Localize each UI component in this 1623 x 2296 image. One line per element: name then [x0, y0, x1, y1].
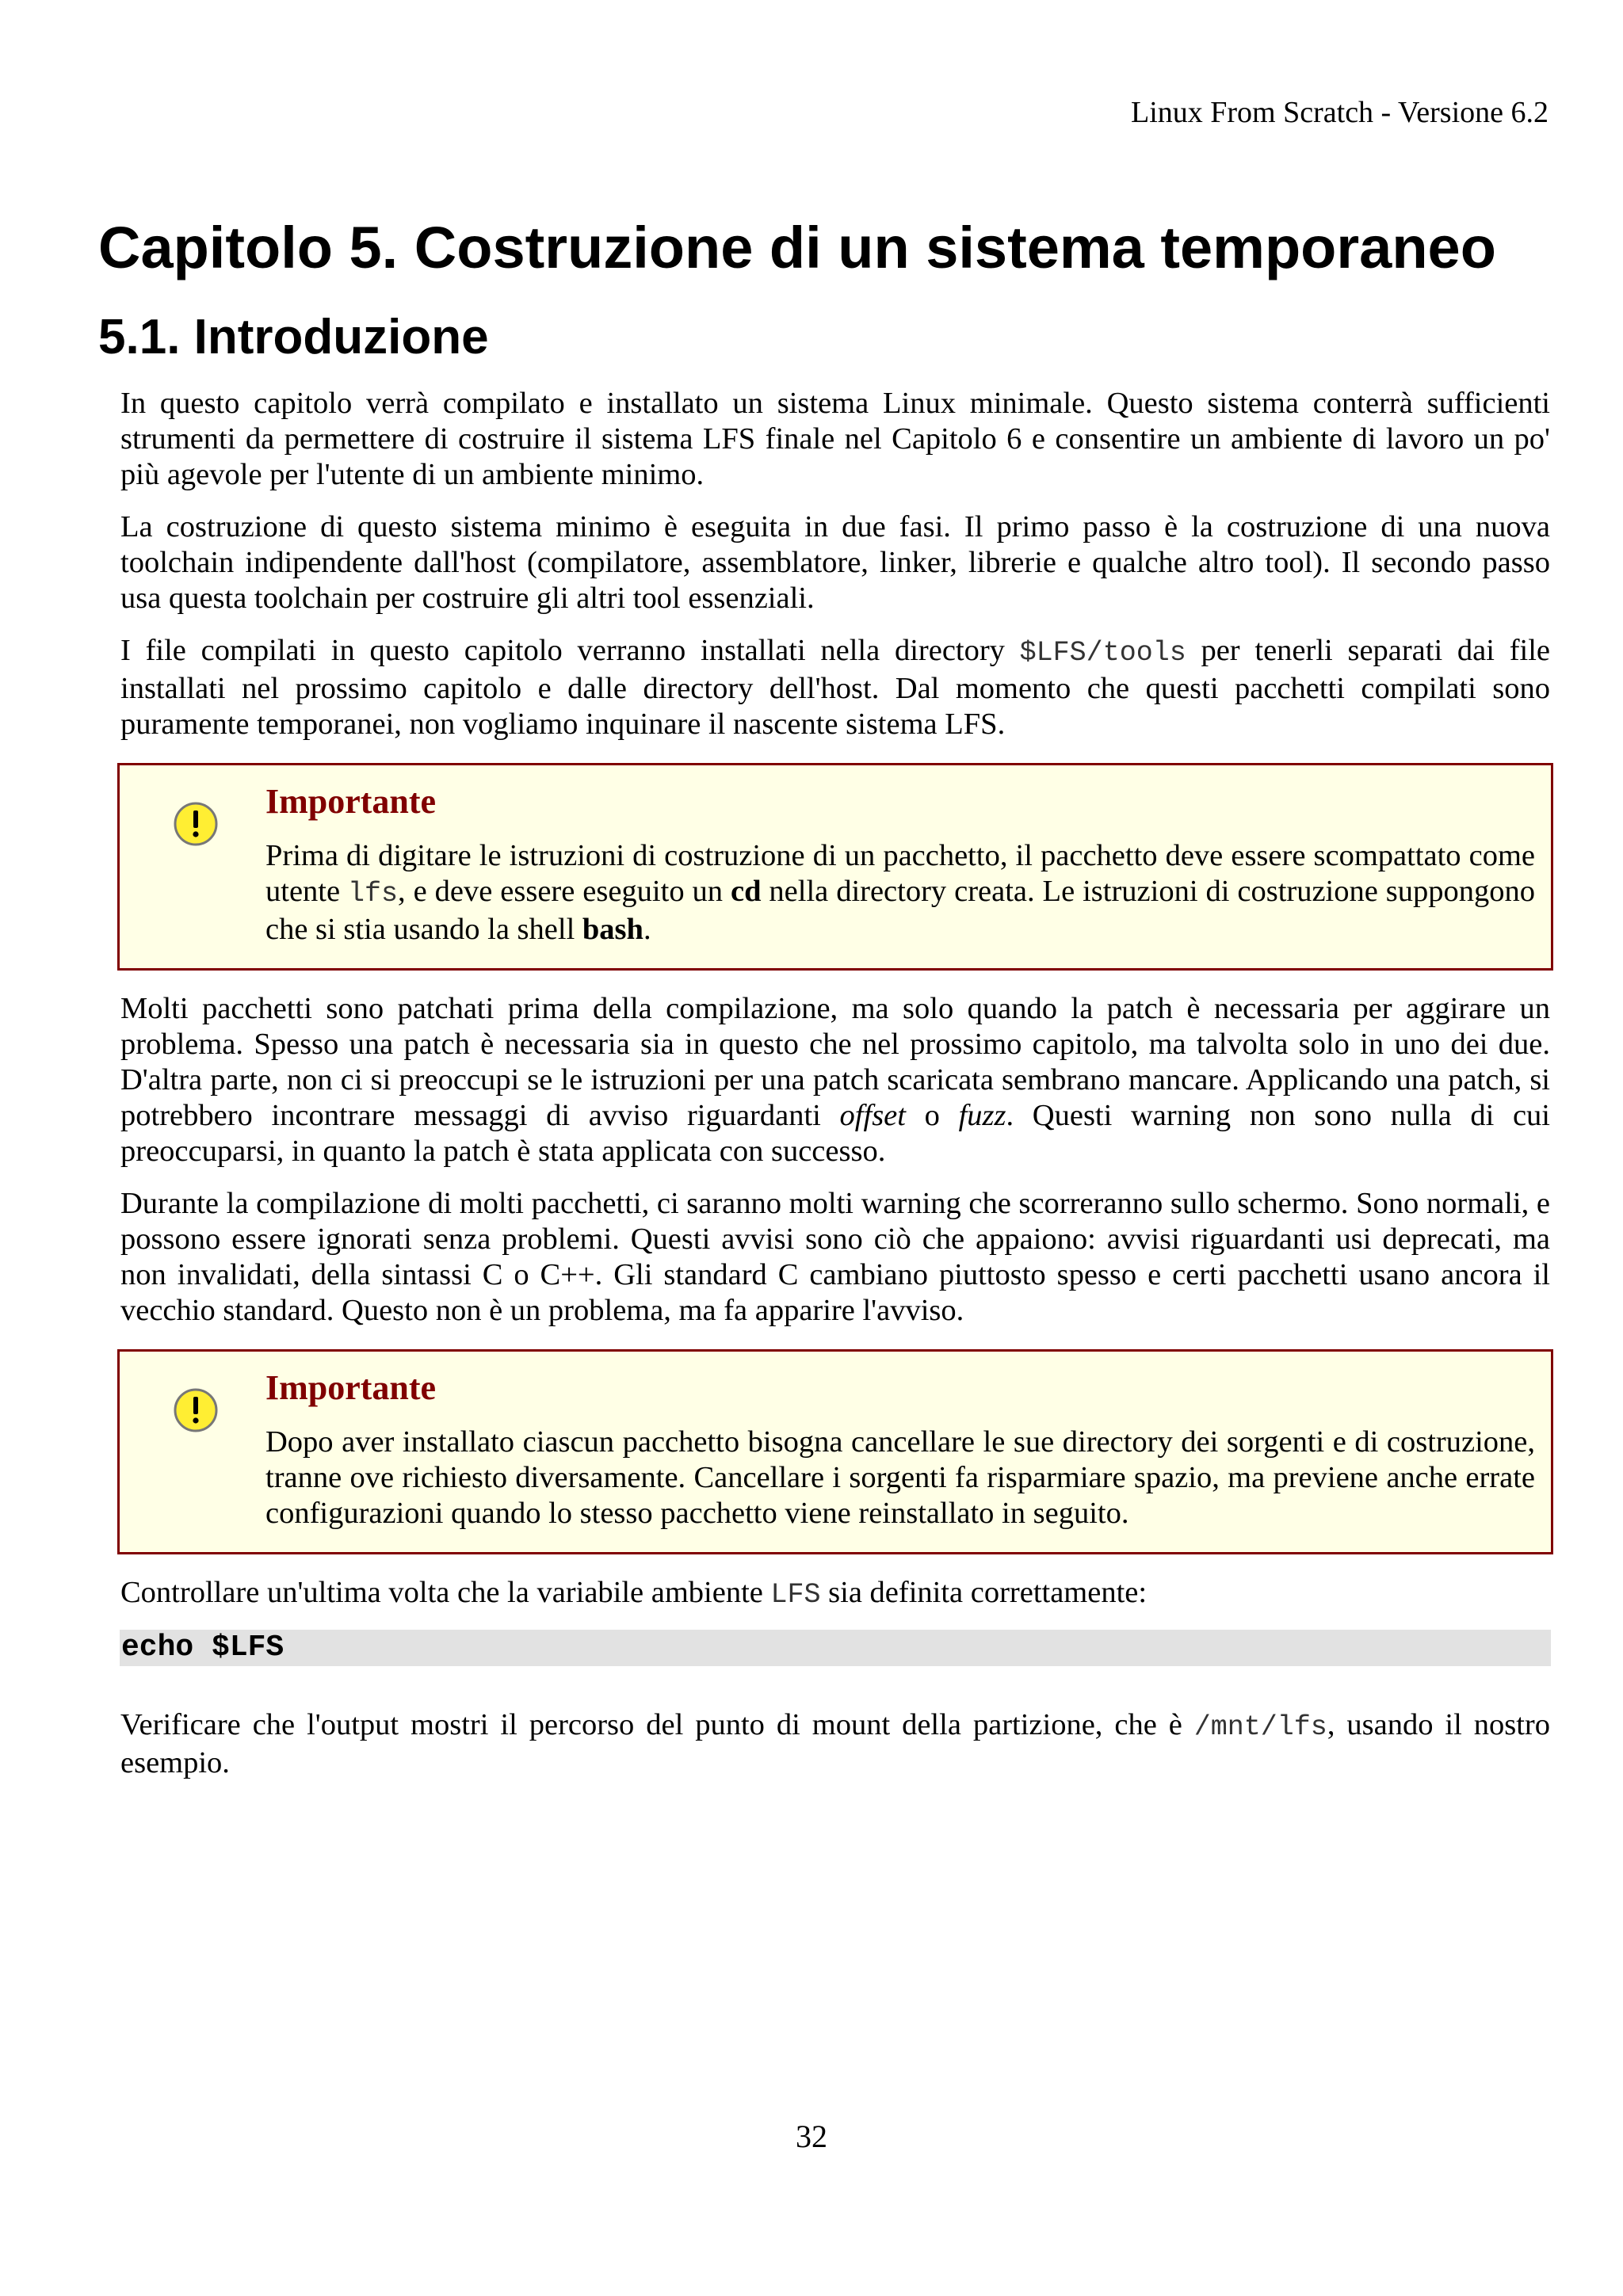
- code-mnt-lfs: /mnt/lfs: [1193, 1711, 1327, 1743]
- warning-icon: [172, 800, 220, 848]
- paragraph-verify-output: Verificare che l'output mostri il percorso del punto di mount della partizione, che è /mnt/lfs, usando il nostro esempio.: [120, 1708, 1550, 1779]
- warning-icon: [172, 1386, 220, 1434]
- section-body: [120, 386, 1550, 1798]
- running-header: Linux From Scratch - Versione 6.2: [1131, 96, 1549, 129]
- admonition-text: Dopo aver installato ciascun pacchetto bisogna cancellare le sue directory dei sorgenti e di costruzione, tranne ove richiesto diversamente. Cancellare i sorgenti fa risparmiare spazio, ma previene anche errate configurazioni quando lo stesso pacchetto viene reinstallato in seguito.: [265, 1425, 1535, 1530]
- paragraph-intro: In questo capitolo verrà compilato e installato un sistema Linux minimale. Questo sistema conterrà sufficienti strumenti da permettere di costruire il sistema LFS finale nel Capitolo 6 e consentire un ambiente di lavoro un po' più agevole per l'utente di un ambiente minimo.: [120, 387, 1550, 491]
- command-cd: cd: [730, 875, 762, 908]
- paragraph-phases: La costruzione di questo sistema minimo è eseguita in due fasi. Il primo passo è la costruzione di una nuova toolchain indipendente dall'host (compilatore, assemblatore, linker, librerie e qualche altro tool). Il secondo passo usa questa toolchain per costruire gli altri tool essenziali.: [120, 510, 1550, 615]
- section-title: 5.1. Introduzione: [98, 310, 489, 364]
- code-lfs-tools: $LFS/tools: [1019, 637, 1186, 669]
- page-number: 32: [796, 2119, 827, 2154]
- command-block: echo $LFS: [120, 1630, 1551, 1666]
- admonition-title: Importante: [265, 782, 437, 821]
- code-lfs-variable: LFS: [770, 1579, 821, 1611]
- paragraph-tools-dir: I file compilati in questo capitolo verranno installati nella directory $LFS/tools per tenerli separati dai file installati nel prossimo capitolo e dalle directory dell'host. Dal momento che questi pacchetti compilati sono puramente temporanei, non vogliamo inquinare il nascente sistema LFS.: [120, 634, 1550, 741]
- important-note-unpack: [117, 763, 1553, 971]
- paragraph-check-variable: Controllare un'ultima volta che la variabile ambiente LFS sia definita correttamente:: [120, 1576, 1148, 1611]
- term-offset: offset: [839, 1099, 906, 1132]
- command-bash: bash: [582, 913, 643, 946]
- code-lfs-user: lfs: [348, 878, 399, 910]
- paragraph-patches: Molti pacchetti sono patchati prima della compilazione, ma solo quando la patch è necessaria per aggirare un problema. Spesso una patch è necessaria sia in questo che nel prossimo capitolo, ma talvolta solo in uno dei due. D'altra parte, non ci si preoccupi se le istruzioni per una patch scaricata sembrano mancare. Applicando una patch, si potrebbero incontrare messaggi di avviso riguardanti offset o fuzz. Questi warning non sono nulla di cui preoccuparsi, in quanto la patch è stata applicata con successo.: [120, 992, 1550, 1168]
- admonition-text: Prima di digitare le istruzioni di costruzione di un pacchetto, il pacchetto deve essere scompattato come utente lfs, e deve essere eseguito un cd nella directory creata. Le istruzioni di costruzione suppongono che si stia usando la shell bash.: [265, 839, 1536, 946]
- term-fuzz: fuzz: [958, 1099, 1006, 1132]
- paragraph-warnings: Durante la compilazione di molti pacchetti, ci saranno molti warning che scorreranno sullo schermo. Sono normali, e possono essere ignorati senza problemi. Questi avvisi sono ciò che appaiono: avvisi riguardanti usi deprecati, ma non invalidati, della sintassi C o C++. Gli standard C cambiano piuttosto spesso e certi pacchetti usano ancora il vecchio standard. Questo non è un problema, ma fa apparire l'avviso.: [120, 1187, 1550, 1327]
- admonition-title: Importante: [265, 1368, 437, 1407]
- important-note-cleanup: [117, 1349, 1553, 1554]
- chapter-title: Capitolo 5. Costruzione di un sistema temporaneo: [98, 215, 1496, 280]
